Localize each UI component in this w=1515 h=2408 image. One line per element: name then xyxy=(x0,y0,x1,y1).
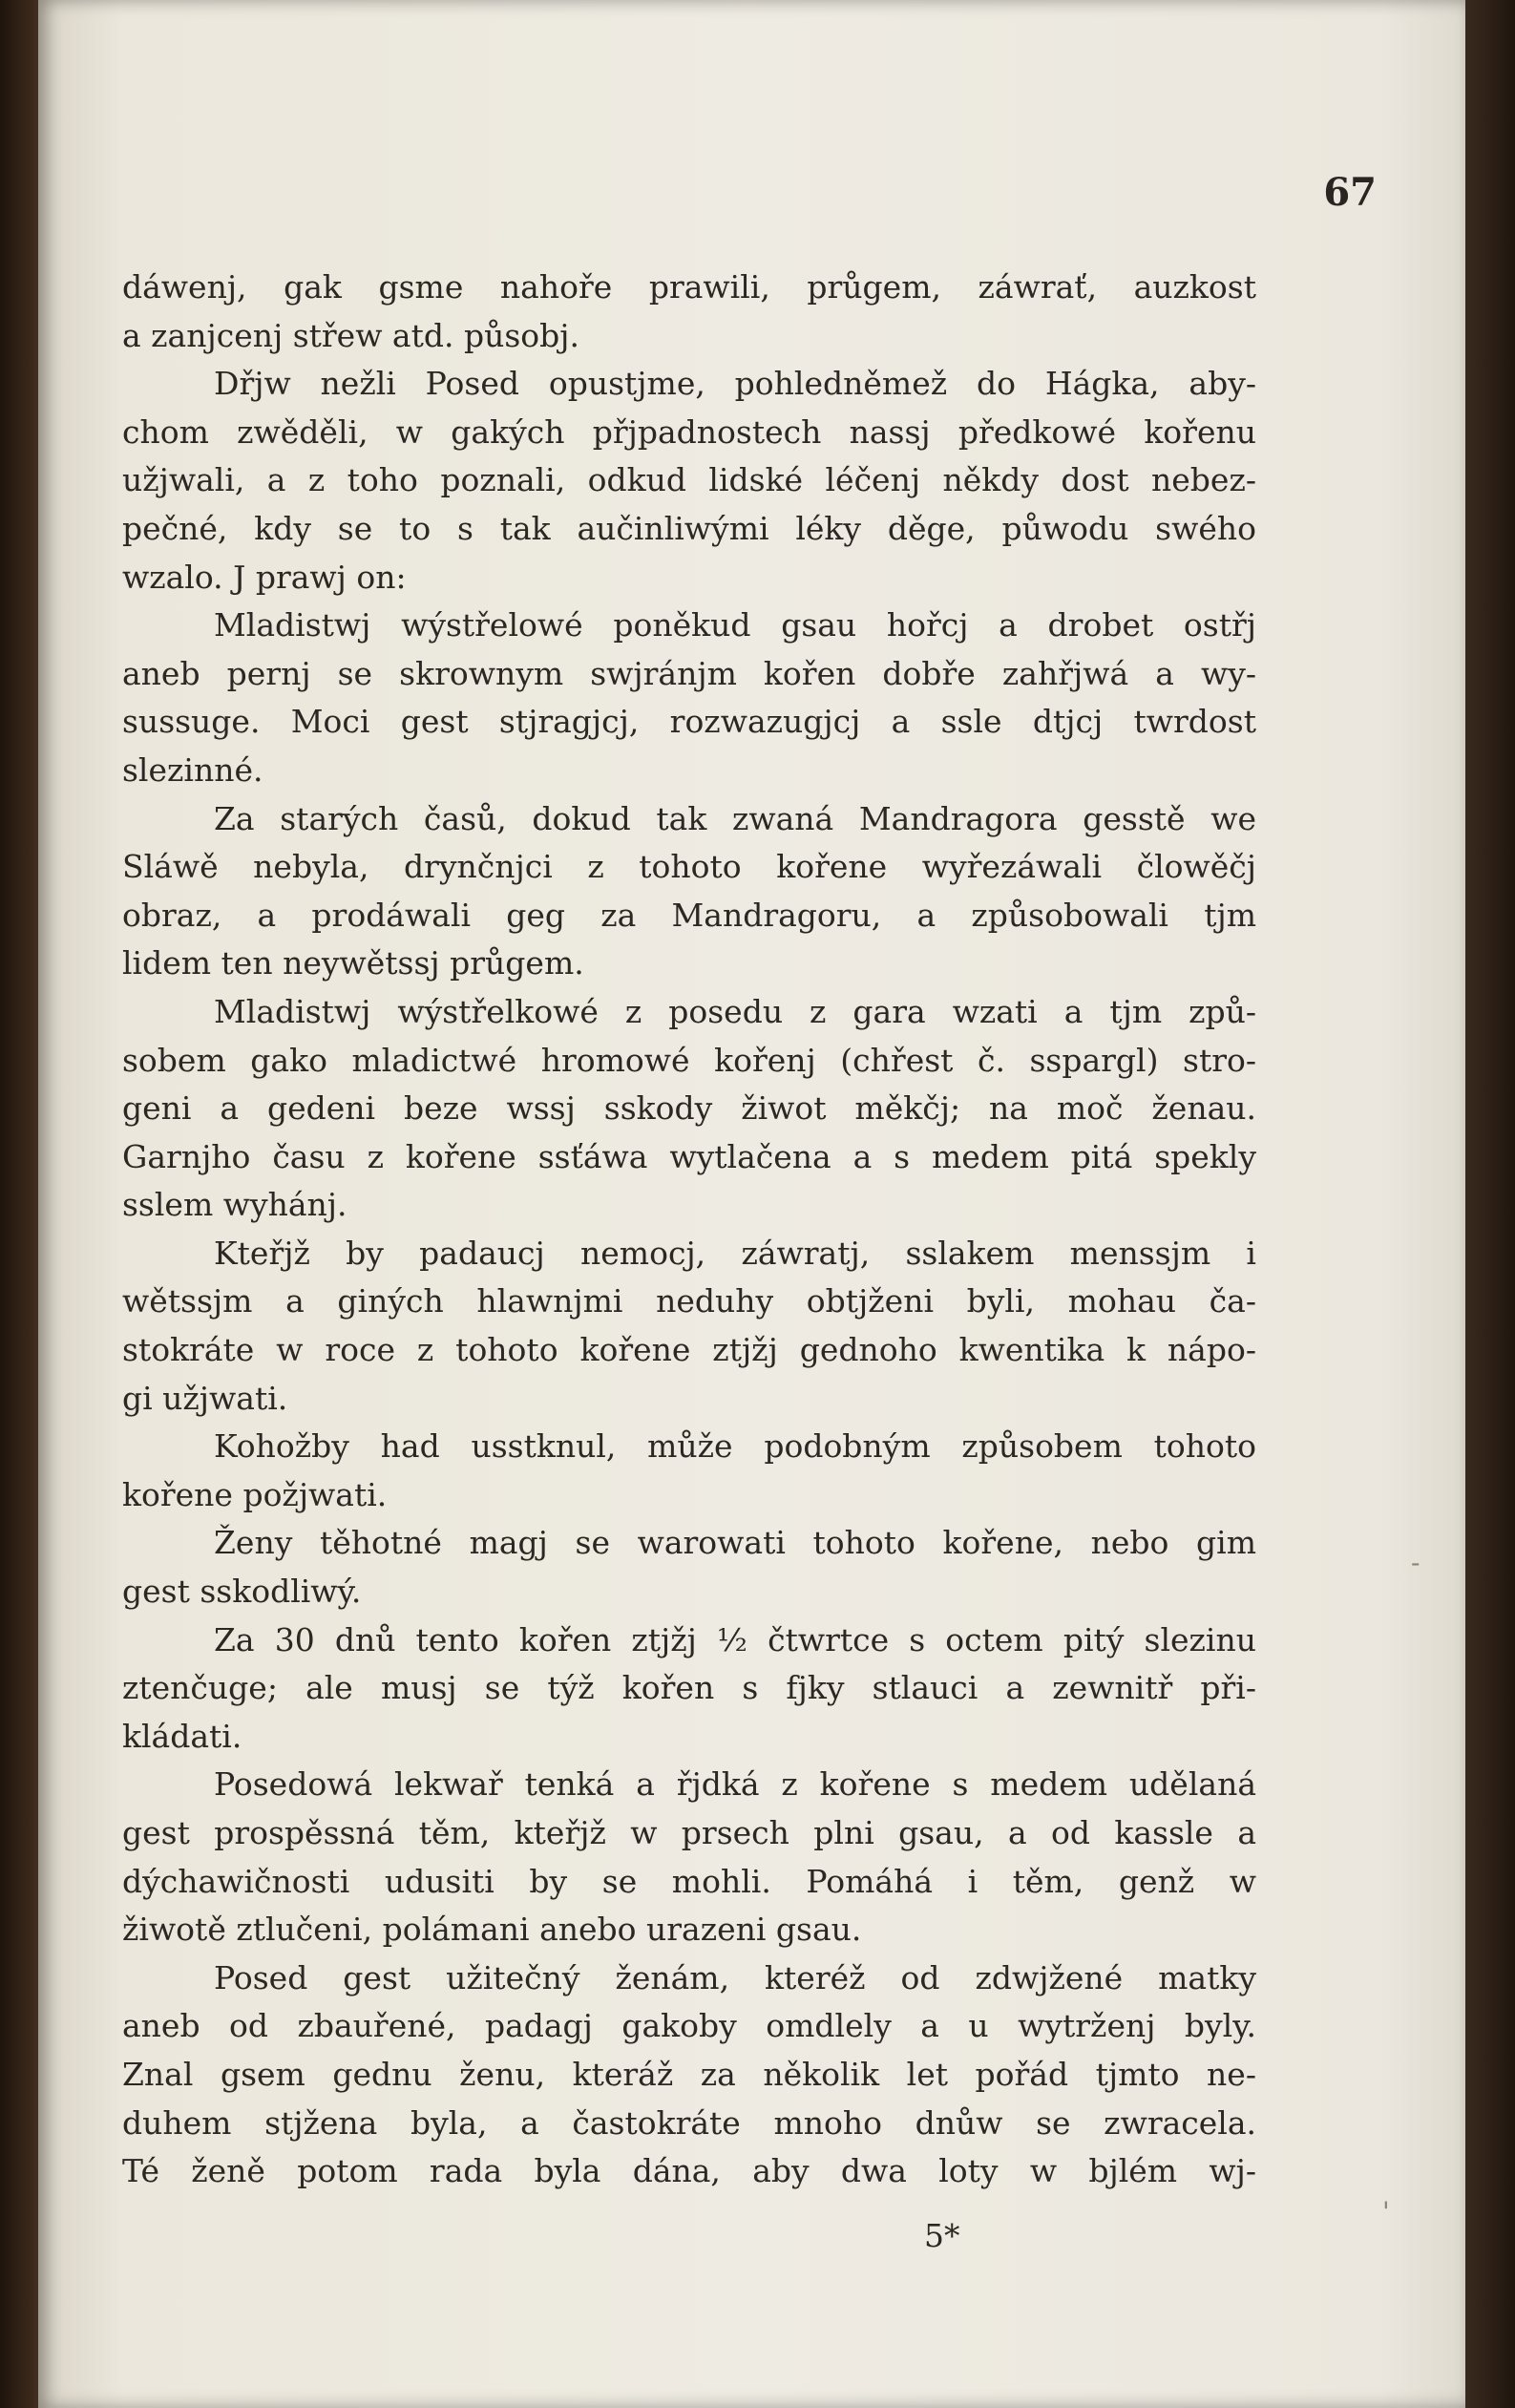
text-line: sslem wyhánj. xyxy=(122,1186,347,1224)
body-text xyxy=(122,264,1256,2196)
text-line: Dřjw nežli Posed opustjme, pohledněmež do Hágka, aby- xyxy=(214,365,1256,403)
margin-mark-dash: - xyxy=(1411,1547,1420,1578)
text-line: ztenčuge; ale musj se týž kořen s fjky stlauci a zewnitř při- xyxy=(122,1669,1256,1707)
text-line: slezinné. xyxy=(122,750,263,789)
text-line: dáwenj, gak gsme nahoře prawili, průgem, záwrať, auzkost xyxy=(122,268,1256,306)
text-line: Za 30 dnů tento kořen ztjžj ½ čtwrtce s octem pitý slezinu xyxy=(214,1620,1256,1658)
text-line: žiwotě ztlučeni, polámani anebo urazeni gsau. xyxy=(122,1911,862,1949)
text-line: aneb pernj se skrownym swjránjm kořen dobře zahřjwá a wy- xyxy=(122,654,1256,692)
text-line: lidem ten neywětssj průgem. xyxy=(122,944,584,982)
page-edge-shadow xyxy=(1465,0,1515,2408)
text-line: wětssjm a giných hlawnjmi neduhy obtjženi byli, mohau ča- xyxy=(122,1282,1256,1320)
text-line: užjwali, a z toho poznali, odkud lidské léčenj někdy dost nebez- xyxy=(122,461,1256,499)
text-line: sobem gako mladictwé hromowé kořenj (chřest č. sspargl) stro- xyxy=(122,1041,1256,1079)
text-line: wzalo. J prawj on: xyxy=(122,558,407,596)
text-line: Mladistwj wýstřelkowé z posedu z gara wzati a tjm způ- xyxy=(214,992,1256,1030)
text-line: dýchawičnosti udusiti by se mohli. Pomáhá i těm, genž w xyxy=(122,1862,1256,1900)
text-line: a zanjcenj střew atd. působj. xyxy=(122,316,579,354)
text-line: kořene požjwati. xyxy=(122,1475,388,1513)
text-line: Té ženě potom rada byla dána, aby dwa loty w bjlém wj- xyxy=(122,2152,1256,2190)
margin-mark-tick: ' xyxy=(1382,2196,1390,2228)
text-line: Znal gsem gednu ženu, kteráž za několik let pořád tjmto ne- xyxy=(122,2055,1256,2093)
text-line: gest sskodliwý. xyxy=(122,1573,362,1611)
text-line: gi užjwati. xyxy=(122,1379,288,1417)
text-line: Garnjho času z kořene ssťáwa wytlačena a s medem pitá spekly xyxy=(122,1137,1256,1175)
text-line: Posed gest užitečný ženám, kteréž od zdwjžené matky xyxy=(214,1958,1256,1996)
text-line: Kteřjž by padaucj nemocj, záwratj, sslakem menssjm i xyxy=(214,1234,1256,1272)
text-line: sussuge. Moci gest stjragjcj, rozwazugjcj a ssle dtjcj twrdost xyxy=(122,703,1256,741)
text-line: pečné, kdy se to s tak aučinliwými léky děge, půwodu swého xyxy=(122,509,1256,547)
text-line: Mladistwj wýstřelowé poněkud gsau hořcj a drobet ostřj xyxy=(214,606,1256,644)
text-line: chom zwěděli, w gakých přjpadnostech nassj předkowé kořenu xyxy=(122,412,1256,451)
printer-signature-mark: 5* xyxy=(924,2217,960,2254)
text-line: obraz, a prodáwali geg za Mandragoru, a způsobowali tjm xyxy=(122,896,1256,934)
text-line: Sláwě nebyla, drynčnjci z tohoto kořene wyřezáwali člowěčj xyxy=(122,848,1256,886)
text-line: stokráte w roce z tohoto kořene ztjžj gednoho kwentika k nápo- xyxy=(122,1331,1256,1369)
text-line: geni a gedeni beze wssj sskody žiwot měkčj; na moč ženau. xyxy=(122,1089,1256,1128)
text-line: duhem stjžena byla, a častokráte mnoho dnůw se zwracela. xyxy=(122,2103,1256,2142)
text-line: kládati. xyxy=(122,1717,242,1755)
text-line: gest prospěssná těm, kteřjž w prsech plni gsau, a od kassle a xyxy=(122,1814,1256,1851)
text-line: Kohožby had usstknul, může podobným způsobem tohoto xyxy=(214,1427,1256,1466)
text-line: Ženy těhotné magj se warowati tohoto kořene, nebo gim xyxy=(214,1524,1256,1562)
text-line: aneb od zbauřené, padagj gakoby omdlely a u wytrženj byly. xyxy=(122,2007,1256,2045)
text-line: Posedowá lekwař tenká a řjdká z kořene s medem udělaná xyxy=(214,1765,1256,1804)
page-number: 67 xyxy=(1323,170,1377,215)
text-line: Za starých časů, dokud tak zwaná Mandragora gesstě we xyxy=(214,799,1256,837)
